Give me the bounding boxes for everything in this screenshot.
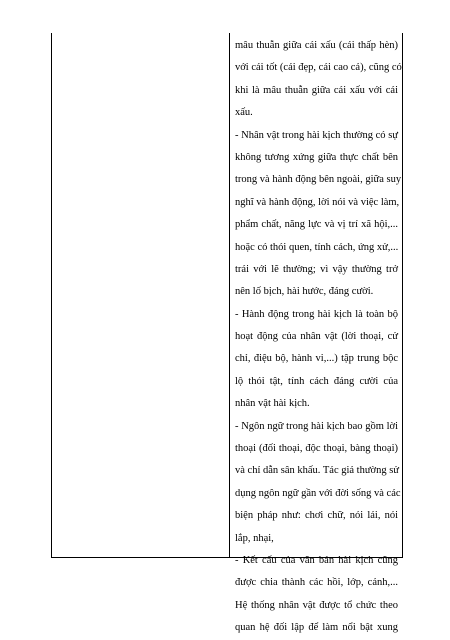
text-line: với cái tốt (cái đẹp, cái cao cả), cũng có <box>235 62 402 74</box>
text-line: không tương xứng giữa thực chất bên <box>235 151 398 163</box>
text-line: - Hành động trong hài kịch là toàn bộ <box>235 308 398 320</box>
text-line: trong và hành động bên ngoài, giữa suy <box>235 174 402 186</box>
text-line: nên lố bịch, hài hước, đáng cười. <box>235 286 374 298</box>
text-line: biện pháp như: chơi chữ, nói lái, nói <box>235 510 398 522</box>
text-line: chỉ, điệu bộ, hành vi,...) tập trung bộc <box>235 353 398 365</box>
text-line: trái với lẽ thường; vì vậy thường trở <box>235 263 398 275</box>
text-line: hoạt động của nhân vật (lời thoại, cử <box>235 331 398 343</box>
text-line: và chỉ dẫn sân khấu. Tác giả thường sử <box>235 465 399 477</box>
text-line: khi là mâu thuẫn giữa cái xấu với cái <box>235 84 398 96</box>
text-line: thoại (đối thoại, độc thoại, bàng thoại) <box>235 443 398 455</box>
text-line: lắp, nhại, <box>235 532 274 544</box>
text-line: - Kết cấu của văn bản hài kịch cũng <box>235 554 398 566</box>
text-line: Hệ thống nhân vật được tổ chức theo <box>235 599 398 611</box>
text-line: lộ thói tật, tính cách đáng cười của <box>235 375 398 387</box>
text-line: được chia thành các hồi, lớp, cảnh,... <box>235 577 398 589</box>
text-line: nghĩ và hành động, lời nói và việc làm, <box>235 196 400 208</box>
text-line: dụng ngôn ngữ gần với đời sống và các <box>235 487 401 499</box>
text-line: quan hệ đối lập để làm nổi bật xung <box>235 622 398 634</box>
table-cell-right <box>235 35 402 640</box>
text-line: nhân vật hài kịch. <box>235 398 310 410</box>
column-divider <box>229 33 230 557</box>
text-line: - Nhân vật trong hài kịch thường có sự <box>235 129 398 141</box>
text-line: xấu. <box>235 107 253 119</box>
text-line: - Ngôn ngữ trong hài kịch bao gồm lời <box>235 420 398 432</box>
text-line: phẩm chất, năng lực và vị trí xã hội,... <box>235 219 398 231</box>
text-line: hoặc có thói quen, tính cách, ứng xử,... <box>235 241 399 253</box>
content-table <box>51 33 403 634</box>
text-line: mâu thuẫn giữa cái xấu (cái thấp hèn) <box>235 40 398 51</box>
